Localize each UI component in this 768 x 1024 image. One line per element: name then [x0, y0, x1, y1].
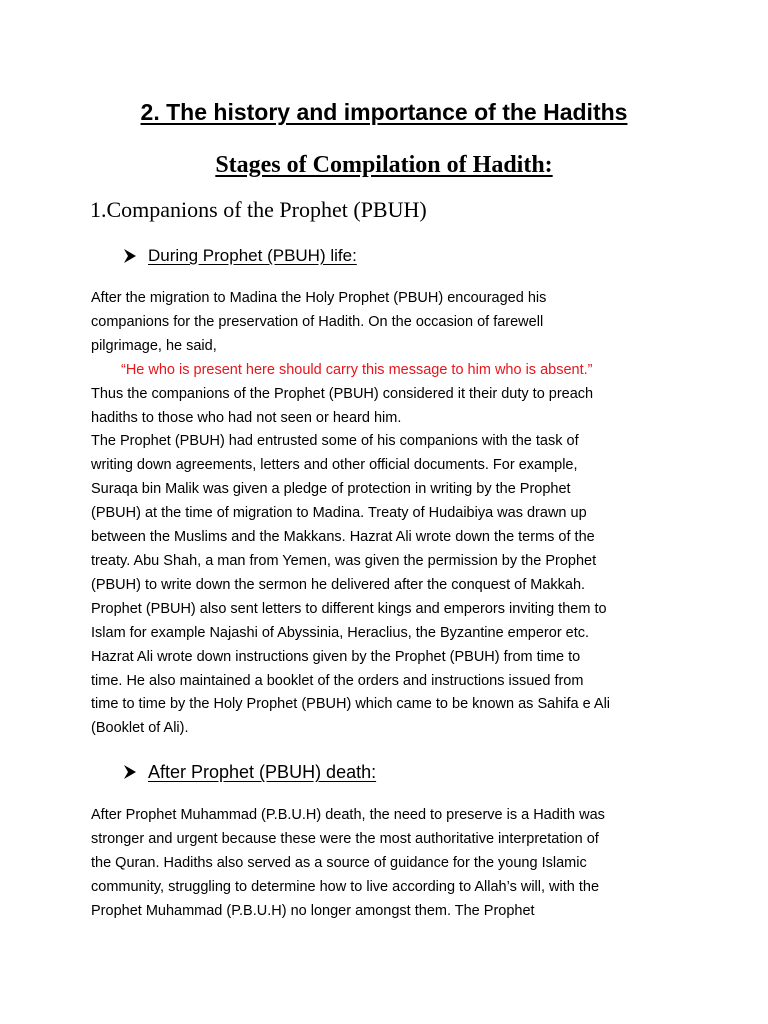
- quote-line: “He who is present here should carry this message to him who is absent.”: [121, 361, 593, 378]
- text-line: Islam for example Najashi of Abyssinia, Heraclius, the Byzantine emperor etc.: [91, 624, 590, 641]
- text-line: Prophet (PBUH) also sent letters to different kings and emperors inviting them to: [91, 600, 607, 617]
- bullet-label: After Prophet (PBUH) death:: [148, 762, 377, 782]
- text-line: companions for the preservation of Hadith. On the occasion of farewell: [91, 313, 544, 330]
- text-line: treaty. Abu Shah, a man from Yemen, was given the permission by the Prophet: [91, 552, 597, 569]
- text-line: writing down agreements, letters and other official documents. For example,: [91, 457, 578, 474]
- text-line: After Prophet Muhammad (P.B.U.H) death, the need to preserve is a Hadith was: [91, 807, 605, 823]
- text-line: hadiths to those who had not seen or heard him.: [91, 409, 402, 426]
- text-line: between the Muslims and the Makkans. Hazrat Ali wrote down the terms of the: [91, 529, 595, 546]
- section-heading: 1.Companions of the Prophet (PBUH): [90, 197, 427, 222]
- text-line: Suraqa bin Malik was given a pledge of protection in writing by the Prophet: [91, 481, 571, 498]
- document-subtitle: Stages of Compilation of Hadith:: [215, 152, 553, 178]
- text-line: Thus the companions of the Prophet (PBUH) considered it their duty to preach: [91, 385, 594, 402]
- arrowhead-right-icon: [124, 765, 136, 779]
- text-line: pilgrimage, he said,: [91, 337, 217, 354]
- section1-paragraph: [91, 287, 691, 741]
- bullet-during-life: [124, 244, 357, 268]
- text-line: the Quran. Hadiths also served as a source of guidance for the young Islamic: [91, 854, 587, 871]
- text-line: (Booklet of Ali).: [91, 720, 189, 737]
- section2-paragraph: [91, 804, 691, 924]
- text-line: stronger and urgent because these were the most authoritative interpretation of: [91, 830, 599, 847]
- text-line: time. He also maintained a booklet of the orders and instructions issued from: [91, 672, 584, 689]
- bullet-after-death: [124, 760, 376, 784]
- bullet-label: During Prophet (PBUH) life:: [148, 246, 357, 265]
- text-line: time to time by the Holy Prophet (PBUH) which came to be known as Sahifa e Ali: [91, 696, 611, 713]
- text-line: Prophet Muhammad (P.B.U.H) no longer amongst them. The Prophet: [91, 902, 535, 919]
- text-line: The Prophet (PBUH) had entrusted some of his companions with the task of: [91, 433, 579, 450]
- text-line: (PBUH) at the time of migration to Madina. Treaty of Hudaibiya was drawn up: [91, 505, 587, 522]
- text-line: community, struggling to determine how to live according to Allah’s will, with the: [91, 878, 600, 895]
- arrowhead-right-icon: [124, 249, 136, 263]
- text-line: Hazrat Ali wrote down instructions given by the Prophet (PBUH) from time to: [91, 648, 581, 665]
- text-line: After the migration to Madina the Holy Prophet (PBUH) encouraged his: [91, 290, 547, 306]
- document-title: 2. The history and importance of the Hadiths: [140, 99, 628, 125]
- text-line: (PBUH) to write down the sermon he delivered after the conquest of Makkah.: [91, 576, 586, 593]
